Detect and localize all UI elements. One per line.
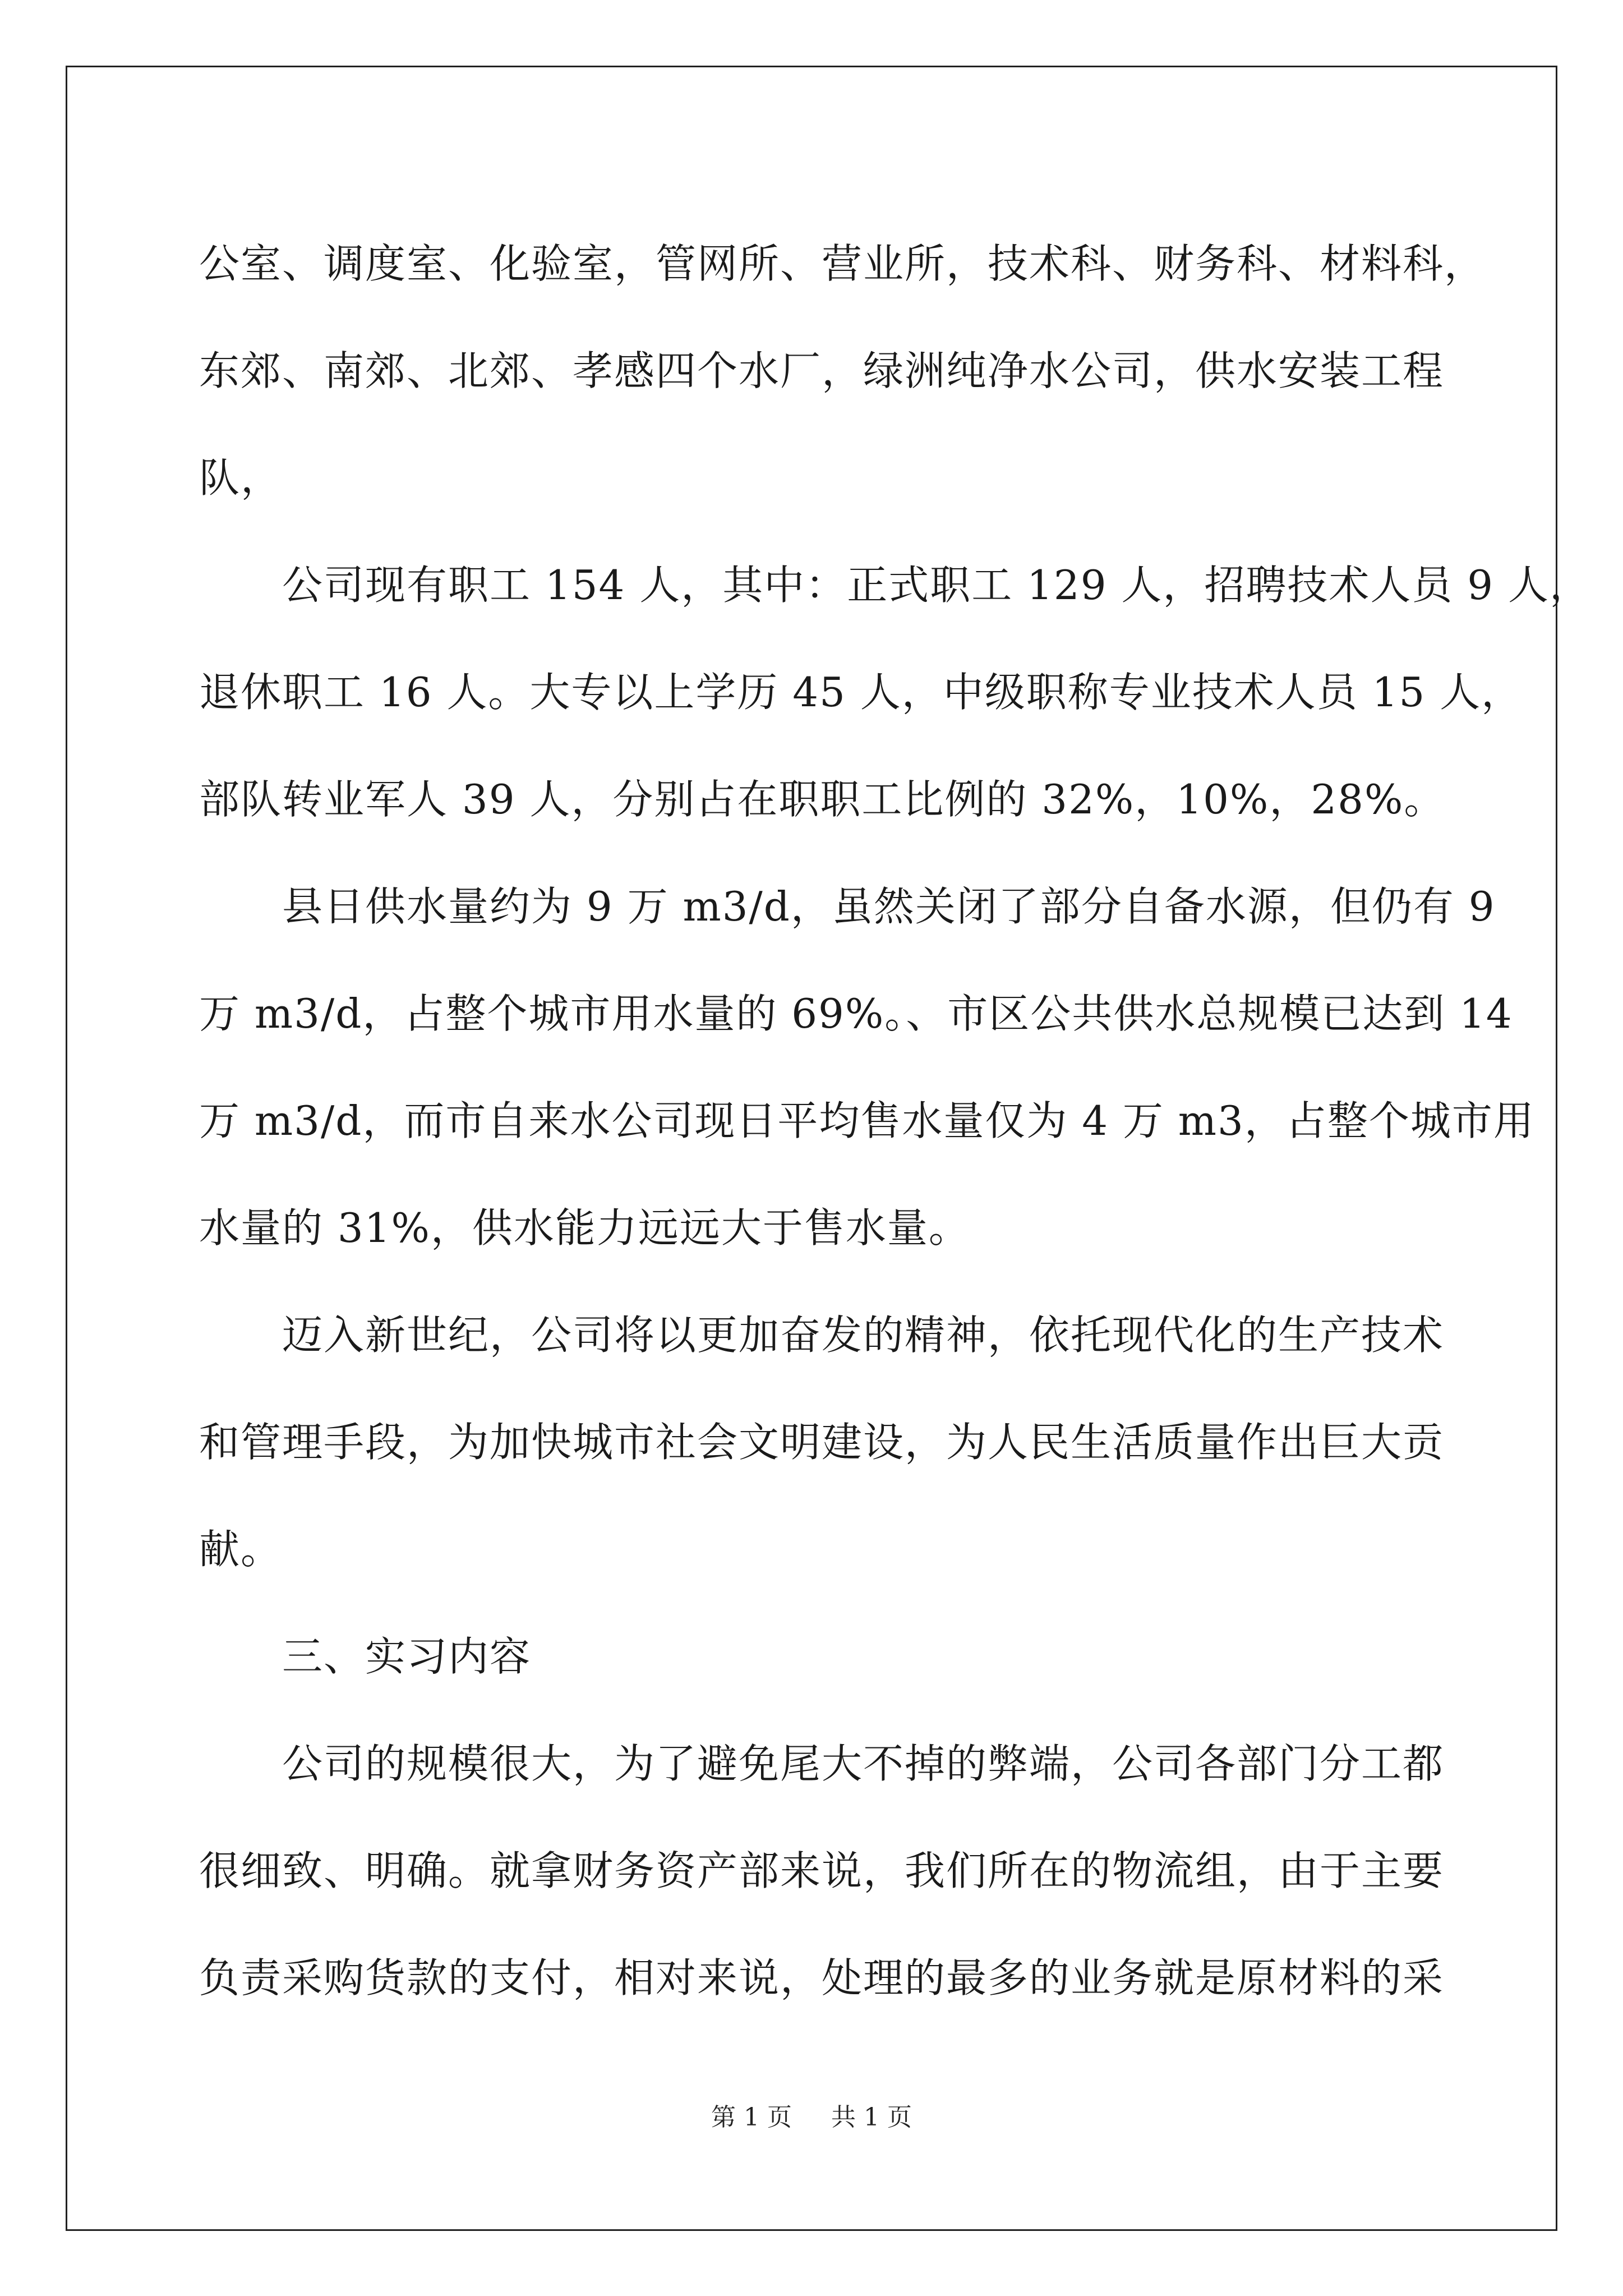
page-total: 共 1 页 xyxy=(831,2103,912,2132)
text-line: 献。 xyxy=(199,1526,283,1573)
document-body xyxy=(199,210,1591,2032)
section-heading: 三、实习内容 xyxy=(282,1633,532,1680)
page-footer xyxy=(0,2101,1623,2134)
text-line: 万 m3/d，占整个城市用水量的 69%。、市区公共供水总规模已达到 14 xyxy=(199,990,1513,1037)
text-line: 公室、调度室、化验室，管网所、营业所，技术科、财务科、材料科， xyxy=(199,240,1486,287)
text-line: 很细致、明确。就拿财务资产部来说，我们所在的物流组，由于主要 xyxy=(199,1847,1445,1894)
page-number: 第 1 页 xyxy=(711,2103,792,2132)
text-line: 水量的 31%，供水能力远远大于售水量。 xyxy=(199,1204,970,1251)
text-line: 东郊、南郊、北郊、孝感四个水厂，绿洲纯净水公司，供水安装工程 xyxy=(199,347,1445,394)
text-line: 队， xyxy=(199,454,283,501)
text-line: 部队转业军人 39 人，分别占在职职工比例的 32%，10%，28%。 xyxy=(199,776,1446,823)
text-line: 退休职工 16 人。大专以上学历 45 人，中级职称专业技术人员 15 人， xyxy=(199,669,1523,716)
text-line: 万 m3/d，而市自来水公司现日平均售水量仅为 4 万 m3，占整个城市用 xyxy=(199,1097,1535,1144)
text-line: 县日供水量约为 9 万 m3/d，虽然关闭了部分自备水源，但仍有 9 xyxy=(282,883,1496,930)
text-line: 公司现有职工 154 人，其中：正式职工 129 人，招聘技术人员 9 人， xyxy=(282,562,1591,609)
text-line: 公司的规模很大，为了避免尾大不掉的弊端，公司各部门分工都 xyxy=(282,1740,1445,1787)
text-line: 迈入新世纪，公司将以更加奋发的精神，依托现代化的生产技术 xyxy=(282,1312,1445,1359)
text-line: 负责采购货款的支付，相对来说，处理的最多的业务就是原材料的采 xyxy=(199,1954,1445,2001)
text-line: 和管理手段，为加快城市社会文明建设，为人民生活质量作出巨大贡 xyxy=(199,1419,1445,1466)
